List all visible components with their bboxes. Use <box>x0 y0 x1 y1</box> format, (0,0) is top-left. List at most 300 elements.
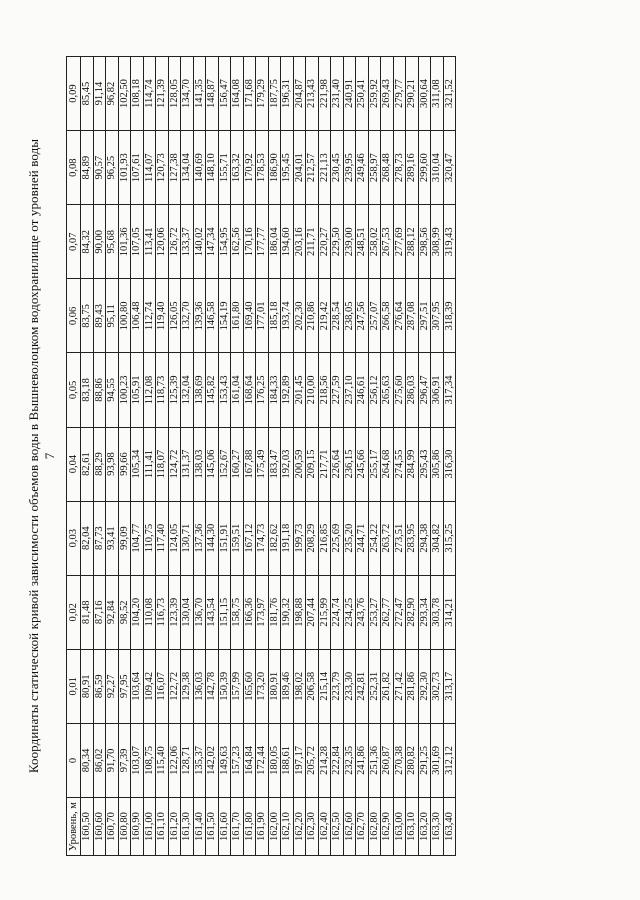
volume-cell: 103,64 <box>131 649 144 723</box>
volume-cell: 119,40 <box>156 279 169 353</box>
level-cell: 162,90 <box>381 798 394 856</box>
volume-cell: 114,74 <box>143 57 156 131</box>
volume-cell: 214,28 <box>318 723 331 797</box>
volume-cell: 242,81 <box>356 649 369 723</box>
volume-cell: 217,71 <box>318 427 331 501</box>
volume-cell: 85,45 <box>81 57 94 131</box>
table-row <box>356 57 369 856</box>
volume-cell: 256,12 <box>368 353 381 427</box>
volume-cell: 317,34 <box>443 353 456 427</box>
level-cell: 162,70 <box>356 798 369 856</box>
volume-cell: 111,41 <box>143 427 156 501</box>
volume-cell: 145,82 <box>206 353 219 427</box>
volume-cell: 124,72 <box>168 427 181 501</box>
volume-cell: 234,25 <box>343 575 356 649</box>
volume-cell: 168,64 <box>243 353 256 427</box>
volume-cell: 91,70 <box>106 723 119 797</box>
volume-cell: 224,74 <box>331 575 344 649</box>
volume-cell: 292,30 <box>418 649 431 723</box>
level-cell: 162,80 <box>368 798 381 856</box>
volume-cell: 204,01 <box>293 131 306 205</box>
volume-cell: 270,38 <box>393 723 406 797</box>
table-row <box>343 57 356 856</box>
table-row <box>406 57 419 856</box>
table-row <box>243 57 256 856</box>
volume-cell: 81,48 <box>81 575 94 649</box>
volume-cell: 281,86 <box>406 649 419 723</box>
header-cell: 0,07 <box>67 205 81 279</box>
volume-cell: 92,84 <box>106 575 119 649</box>
volume-cell: 83,75 <box>81 279 94 353</box>
volume-cell: 126,05 <box>168 279 181 353</box>
volume-cell: 179,29 <box>256 57 269 131</box>
volume-cell: 144,30 <box>206 501 219 575</box>
volume-cell: 169,40 <box>243 279 256 353</box>
volume-cell: 138,69 <box>193 353 206 427</box>
volume-cell: 110,75 <box>143 501 156 575</box>
volume-cell: 177,01 <box>256 279 269 353</box>
header-cell: 0,03 <box>67 501 81 575</box>
volume-cell: 128,71 <box>181 723 194 797</box>
volume-cell: 128,05 <box>168 57 181 131</box>
volume-cell: 120,06 <box>156 205 169 279</box>
table-row <box>306 57 319 856</box>
volume-cell: 203,16 <box>293 205 306 279</box>
volume-cell: 91,14 <box>93 57 106 131</box>
volume-cell: 223,79 <box>331 649 344 723</box>
volume-cell: 142,02 <box>206 723 219 797</box>
volume-cell: 104,20 <box>131 575 144 649</box>
volume-cell: 105,91 <box>131 353 144 427</box>
volume-cell: 151,15 <box>218 575 231 649</box>
volume-cell: 188,61 <box>281 723 294 797</box>
volume-cell: 176,25 <box>256 353 269 427</box>
header-cell: 0,01 <box>67 649 81 723</box>
volume-cell: 139,36 <box>193 279 206 353</box>
volume-cell: 221,13 <box>318 131 331 205</box>
volume-cell: 200,59 <box>293 427 306 501</box>
volume-cell: 102,50 <box>118 57 131 131</box>
volume-cell: 258,97 <box>368 131 381 205</box>
level-cell: 162,00 <box>268 798 281 856</box>
volume-cell: 221,98 <box>318 57 331 131</box>
volume-cell: 294,38 <box>418 501 431 575</box>
table-row <box>81 57 94 856</box>
volume-cell: 314,21 <box>443 575 456 649</box>
volume-cell: 313,17 <box>443 649 456 723</box>
volume-cell: 134,04 <box>181 131 194 205</box>
volume-cell: 283,95 <box>406 501 419 575</box>
volume-cell: 96,82 <box>106 57 119 131</box>
volume-cell: 133,37 <box>181 205 194 279</box>
volume-cell: 273,51 <box>393 501 406 575</box>
volume-cell: 170,16 <box>243 205 256 279</box>
volume-cell: 212,57 <box>306 131 319 205</box>
volume-cell: 165,60 <box>243 649 256 723</box>
volume-cell: 167,12 <box>243 501 256 575</box>
volume-cell: 201,45 <box>293 353 306 427</box>
volume-cell: 297,51 <box>418 279 431 353</box>
volume-cell: 251,36 <box>368 723 381 797</box>
level-cell: 160,90 <box>131 798 144 856</box>
volume-cell: 278,73 <box>393 131 406 205</box>
volume-cell: 197,17 <box>293 723 306 797</box>
header-cell: 0,05 <box>67 353 81 427</box>
volume-cell: 264,68 <box>381 427 394 501</box>
volume-cell: 158,75 <box>231 575 244 649</box>
volume-cell: 259,92 <box>368 57 381 131</box>
volume-cell: 263,72 <box>381 501 394 575</box>
volume-cell: 178,53 <box>256 131 269 205</box>
table-row <box>381 57 394 856</box>
level-cell: 160,50 <box>81 798 94 856</box>
volume-cell: 129,38 <box>181 649 194 723</box>
volume-cell: 132,04 <box>181 353 194 427</box>
table-row <box>318 57 331 856</box>
volume-cell: 228,54 <box>331 279 344 353</box>
volume-cell: 97,95 <box>118 649 131 723</box>
volume-cell: 239,95 <box>343 131 356 205</box>
table-row <box>181 57 194 856</box>
level-cell: 160,60 <box>93 798 106 856</box>
volume-cell: 291,25 <box>418 723 431 797</box>
volume-cell: 304,82 <box>431 501 444 575</box>
volume-cell: 80,34 <box>81 723 94 797</box>
volume-cell: 255,17 <box>368 427 381 501</box>
volume-cell: 82,61 <box>81 427 94 501</box>
volume-cell: 183,47 <box>268 427 281 501</box>
volume-cell: 159,51 <box>231 501 244 575</box>
table-row <box>118 57 131 856</box>
volume-cell: 305,86 <box>431 427 444 501</box>
volume-cell: 173,97 <box>256 575 269 649</box>
volume-cell: 108,75 <box>143 723 156 797</box>
volume-cell: 303,78 <box>431 575 444 649</box>
volume-cell: 80,91 <box>81 649 94 723</box>
volume-cell: 210,00 <box>306 353 319 427</box>
table-row <box>93 57 106 856</box>
volume-cell: 184,33 <box>268 353 281 427</box>
volume-cell: 109,42 <box>143 649 156 723</box>
volume-cell: 120,73 <box>156 131 169 205</box>
volume-cell: 192,89 <box>281 353 294 427</box>
volume-cell: 306,91 <box>431 353 444 427</box>
volume-cell: 122,72 <box>168 649 181 723</box>
volume-cell: 100,80 <box>118 279 131 353</box>
volume-cell: 126,72 <box>168 205 181 279</box>
table-row <box>143 57 156 856</box>
volume-cell: 107,05 <box>131 205 144 279</box>
volume-cell: 258,02 <box>368 205 381 279</box>
volume-cell: 98,52 <box>118 575 131 649</box>
volume-cell: 299,60 <box>418 131 431 205</box>
volume-cell: 296,47 <box>418 353 431 427</box>
level-cell: 161,20 <box>168 798 181 856</box>
volume-cell: 177,77 <box>256 205 269 279</box>
volume-cell: 95,11 <box>106 279 119 353</box>
volume-cell: 240,91 <box>343 57 356 131</box>
table-row <box>281 57 294 856</box>
volume-cell: 160,27 <box>231 427 244 501</box>
volume-cell: 161,04 <box>231 353 244 427</box>
volume-cell: 216,85 <box>318 501 331 575</box>
volume-cell: 310,04 <box>431 131 444 205</box>
volume-cell: 156,47 <box>218 57 231 131</box>
volume-cell: 116,07 <box>156 649 169 723</box>
volume-cell: 140,69 <box>193 131 206 205</box>
volume-cell: 293,34 <box>418 575 431 649</box>
volume-cell: 92,27 <box>106 649 119 723</box>
volume-cell: 152,67 <box>218 427 231 501</box>
volume-cell: 239,00 <box>343 205 356 279</box>
volume-cell: 134,70 <box>181 57 194 131</box>
volume-cell: 123,39 <box>168 575 181 649</box>
volume-cell: 208,29 <box>306 501 319 575</box>
table-row <box>268 57 281 856</box>
volume-cell: 148,87 <box>206 57 219 131</box>
volume-cell: 146,58 <box>206 279 219 353</box>
volume-cell: 84,32 <box>81 205 94 279</box>
volume-cell: 103,07 <box>131 723 144 797</box>
level-cell: 163,30 <box>431 798 444 856</box>
volume-cell: 316,30 <box>443 427 456 501</box>
level-cell: 162,10 <box>281 798 294 856</box>
table-row <box>393 57 406 856</box>
level-cell: 161,70 <box>231 798 244 856</box>
header-row <box>67 57 81 856</box>
volume-cell: 174,73 <box>256 501 269 575</box>
volume-cell: 295,43 <box>418 427 431 501</box>
level-cell: 160,80 <box>118 798 131 856</box>
volume-cell: 272,47 <box>393 575 406 649</box>
volume-cell: 193,74 <box>281 279 294 353</box>
table-row <box>256 57 269 856</box>
volume-cell: 321,52 <box>443 57 456 131</box>
volume-cell: 132,70 <box>181 279 194 353</box>
level-cell: 163,10 <box>406 798 419 856</box>
volume-cell: 253,27 <box>368 575 381 649</box>
volume-cell: 204,87 <box>293 57 306 131</box>
table-row <box>168 57 181 856</box>
volume-cell: 202,30 <box>293 279 306 353</box>
volume-cell: 99,09 <box>118 501 131 575</box>
volume-cell: 114,07 <box>143 131 156 205</box>
volume-table <box>66 56 456 856</box>
volume-cell: 287,08 <box>406 279 419 353</box>
volume-cell: 106,48 <box>131 279 144 353</box>
level-cell: 163,00 <box>393 798 406 856</box>
header-cell: Уровень, м <box>67 798 81 856</box>
volume-cell: 140,02 <box>193 205 206 279</box>
volume-cell: 307,95 <box>431 279 444 353</box>
volume-cell: 290,21 <box>406 57 419 131</box>
volume-cell: 247,56 <box>356 279 369 353</box>
volume-cell: 157,99 <box>231 649 244 723</box>
volume-cell: 162,56 <box>231 205 244 279</box>
volume-cell: 274,55 <box>393 427 406 501</box>
table-row <box>431 57 444 856</box>
volume-cell: 288,12 <box>406 205 419 279</box>
volume-cell: 284,99 <box>406 427 419 501</box>
volume-cell: 262,77 <box>381 575 394 649</box>
volume-cell: 319,43 <box>443 205 456 279</box>
volume-cell: 135,37 <box>193 723 206 797</box>
volume-cell: 93,98 <box>106 427 119 501</box>
table-row <box>368 57 381 856</box>
volume-cell: 215,14 <box>318 649 331 723</box>
volume-cell: 112,74 <box>143 279 156 353</box>
volume-cell: 161,80 <box>231 279 244 353</box>
volume-cell: 227,59 <box>331 353 344 427</box>
volume-cell: 136,03 <box>193 649 206 723</box>
level-cell: 160,70 <box>106 798 119 856</box>
volume-cell: 116,73 <box>156 575 169 649</box>
volume-cell: 257,07 <box>368 279 381 353</box>
volume-cell: 148,10 <box>206 131 219 205</box>
volume-cell: 164,08 <box>231 57 244 131</box>
volume-cell: 157,23 <box>231 723 244 797</box>
volume-cell: 154,95 <box>218 205 231 279</box>
volume-cell: 215,99 <box>318 575 331 649</box>
volume-cell: 191,18 <box>281 501 294 575</box>
volume-cell: 236,15 <box>343 427 356 501</box>
volume-cell: 219,42 <box>318 279 331 353</box>
volume-cell: 180,05 <box>268 723 281 797</box>
volume-cell: 173,20 <box>256 649 269 723</box>
volume-cell: 210,86 <box>306 279 319 353</box>
volume-cell: 87,16 <box>93 575 106 649</box>
volume-cell: 213,43 <box>306 57 319 131</box>
table-row <box>206 57 219 856</box>
volume-cell: 145,06 <box>206 427 219 501</box>
level-cell: 163,40 <box>443 798 456 856</box>
volume-cell: 95,68 <box>106 205 119 279</box>
volume-cell: 209,15 <box>306 427 319 501</box>
volume-cell: 244,71 <box>356 501 369 575</box>
volume-cell: 231,40 <box>331 57 344 131</box>
volume-cell: 166,36 <box>243 575 256 649</box>
volume-cell: 121,39 <box>156 57 169 131</box>
volume-cell: 243,76 <box>356 575 369 649</box>
volume-cell: 150,39 <box>218 649 231 723</box>
volume-cell: 100,23 <box>118 353 131 427</box>
volume-cell: 105,34 <box>131 427 144 501</box>
volume-cell: 125,39 <box>168 353 181 427</box>
volume-cell: 249,46 <box>356 131 369 205</box>
header-cell: 0,09 <box>67 57 81 131</box>
volume-cell: 124,05 <box>168 501 181 575</box>
level-cell: 161,50 <box>206 798 219 856</box>
volume-cell: 115,40 <box>156 723 169 797</box>
table-row <box>231 57 244 856</box>
volume-cell: 113,41 <box>143 205 156 279</box>
volume-cell: 194,60 <box>281 205 294 279</box>
volume-cell: 205,72 <box>306 723 319 797</box>
volume-cell: 186,04 <box>268 205 281 279</box>
volume-cell: 155,71 <box>218 131 231 205</box>
volume-cell: 318,39 <box>443 279 456 353</box>
volume-cell: 186,90 <box>268 131 281 205</box>
volume-cell: 276,64 <box>393 279 406 353</box>
volume-cell: 233,30 <box>343 649 356 723</box>
volume-cell: 89,43 <box>93 279 106 353</box>
volume-cell: 142,78 <box>206 649 219 723</box>
volume-cell: 163,32 <box>231 131 244 205</box>
volume-cell: 96,25 <box>106 131 119 205</box>
volume-cell: 167,88 <box>243 427 256 501</box>
table-body <box>81 57 456 856</box>
volume-cell: 181,76 <box>268 575 281 649</box>
level-cell: 162,30 <box>306 798 319 856</box>
level-cell: 162,60 <box>343 798 356 856</box>
volume-cell: 277,69 <box>393 205 406 279</box>
volume-cell: 289,16 <box>406 131 419 205</box>
level-cell: 161,10 <box>156 798 169 856</box>
volume-cell: 110,08 <box>143 575 156 649</box>
volume-cell: 266,58 <box>381 279 394 353</box>
level-cell: 161,40 <box>193 798 206 856</box>
volume-cell: 311,08 <box>431 57 444 131</box>
volume-cell: 226,64 <box>331 427 344 501</box>
level-cell: 161,00 <box>143 798 156 856</box>
volume-cell: 143,54 <box>206 575 219 649</box>
volume-cell: 230,45 <box>331 131 344 205</box>
level-cell: 161,60 <box>218 798 231 856</box>
volume-cell: 154,19 <box>218 279 231 353</box>
volume-cell: 275,60 <box>393 353 406 427</box>
volume-cell: 182,62 <box>268 501 281 575</box>
level-cell: 162,40 <box>318 798 331 856</box>
table-row <box>331 57 344 856</box>
table-row <box>106 57 119 856</box>
volume-cell: 302,73 <box>431 649 444 723</box>
volume-cell: 192,03 <box>281 427 294 501</box>
volume-cell: 246,61 <box>356 353 369 427</box>
volume-cell: 104,77 <box>131 501 144 575</box>
volume-cell: 185,18 <box>268 279 281 353</box>
level-cell: 161,80 <box>243 798 256 856</box>
header-cell: 0,06 <box>67 279 81 353</box>
volume-cell: 229,50 <box>331 205 344 279</box>
volume-cell: 286,03 <box>406 353 419 427</box>
volume-cell: 312,12 <box>443 723 456 797</box>
volume-cell: 238,05 <box>343 279 356 353</box>
volume-cell: 198,88 <box>293 575 306 649</box>
volume-cell: 130,71 <box>181 501 194 575</box>
volume-cell: 94,55 <box>106 353 119 427</box>
volume-cell: 86,02 <box>93 723 106 797</box>
volume-cell: 196,31 <box>281 57 294 131</box>
volume-cell: 172,44 <box>256 723 269 797</box>
volume-cell: 83,18 <box>81 353 94 427</box>
volume-cell: 101,93 <box>118 131 131 205</box>
volume-cell: 187,75 <box>268 57 281 131</box>
volume-cell: 151,91 <box>218 501 231 575</box>
volume-cell: 175,49 <box>256 427 269 501</box>
volume-cell: 248,51 <box>356 205 369 279</box>
volume-cell: 138,03 <box>193 427 206 501</box>
volume-cell: 88,29 <box>93 427 106 501</box>
volume-cell: 87,73 <box>93 501 106 575</box>
volume-cell: 118,73 <box>156 353 169 427</box>
volume-cell: 260,87 <box>381 723 394 797</box>
volume-cell: 265,63 <box>381 353 394 427</box>
volume-cell: 195,45 <box>281 131 294 205</box>
volume-cell: 99,66 <box>118 427 131 501</box>
volume-cell: 250,41 <box>356 57 369 131</box>
volume-cell: 222,84 <box>331 723 344 797</box>
volume-cell: 137,36 <box>193 501 206 575</box>
